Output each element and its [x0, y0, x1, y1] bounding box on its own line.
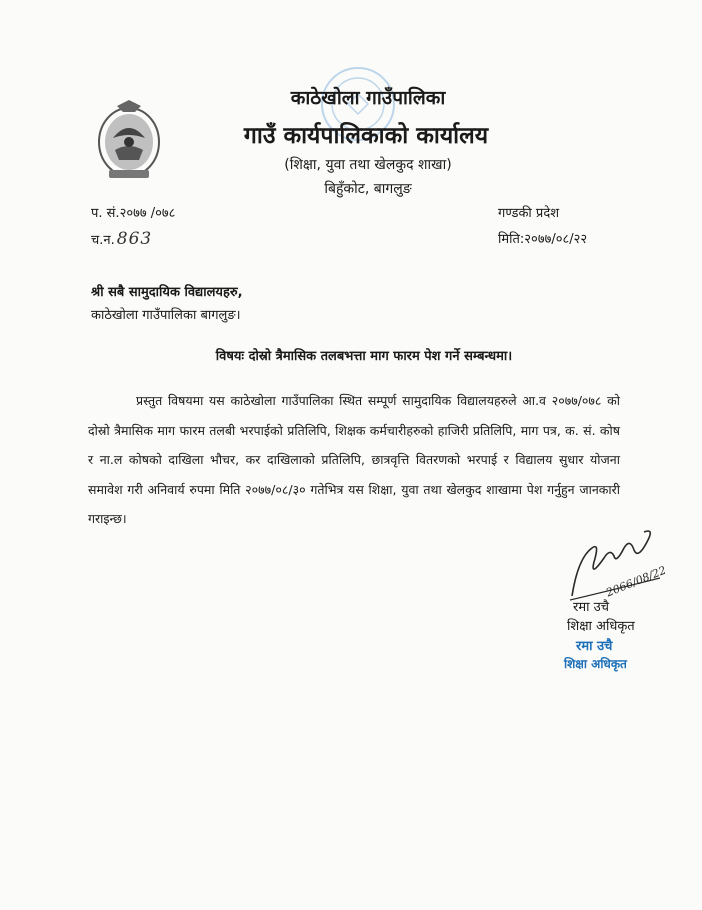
seal-title: शिक्षा अधिकृत	[564, 657, 627, 671]
office-title: गाउँ कार्यपालिकाको कार्यालय	[243, 123, 489, 149]
reference-number: प. सं.२०७७ /०७८	[91, 206, 176, 221]
province-name: गण्डकी प्रदेश	[498, 206, 560, 221]
recipient-line-2: काठेखोला गाउँपालिका बागलुङ।	[91, 308, 241, 323]
office-address: बिहुँकोट, बागलुङ	[324, 181, 412, 197]
subject-line: विषयः दोस्रो त्रैमासिक तलबभत्ता माग फारम पेश गर्ने सम्बन्धमा।	[215, 349, 513, 364]
branch-name: (शिक्षा, युवा तथा खेलकुद शाखा)	[284, 157, 452, 173]
dispatch-number-value: 863	[116, 229, 153, 249]
letter-body: प्रस्तुत विषयमा यस काठेखोला गाउँपालिका स्थित सम्पूर्ण सामुदायिक विद्यालयहरुले आ.व २०७७/०७८ को दोस्रो त्रैमासिक माग फारम तलबी भरपाईको प्रतिलिपि, शिक्षक कर्मचारीहरुको हाजिरी प्रतिलिपि, माग पत्र, क. सं. कोष र ना.ल कोषको दाखिला भौचर, कर दाखिलाको प्रतिलिपि, छात्रवृत्ति वितरणको भरपाई र विद्यालय सुधार योजना समावेश गरी अनिवार्य रुपमा मिति २०७७/०८/३० गतेभित्र यस शिक्षा, युवा तथा खेलकुद शाखामा पेश गर्नुहुन जानकारी गराइन्छ।	[88, 393, 620, 526]
svg-text:2066/08/22: 2066/08/22	[604, 563, 668, 600]
seal-name: रमा उचै	[576, 639, 613, 654]
signatory-title: शिक्षा अधिकृत	[567, 619, 635, 634]
signatory-name: रमा उचै	[573, 600, 609, 615]
dispatch-number-label: च.न.	[91, 233, 115, 248]
recipient-line-1: श्री सबै सामुदायिक विद्यालयहरु,	[91, 285, 243, 300]
dispatch-number	[91, 229, 152, 249]
signature-icon	[564, 518, 674, 608]
org-name: काठेखोला गाउँपालिका	[290, 87, 446, 109]
letter-date: मिति:२०७७/०८/२२	[498, 232, 588, 247]
